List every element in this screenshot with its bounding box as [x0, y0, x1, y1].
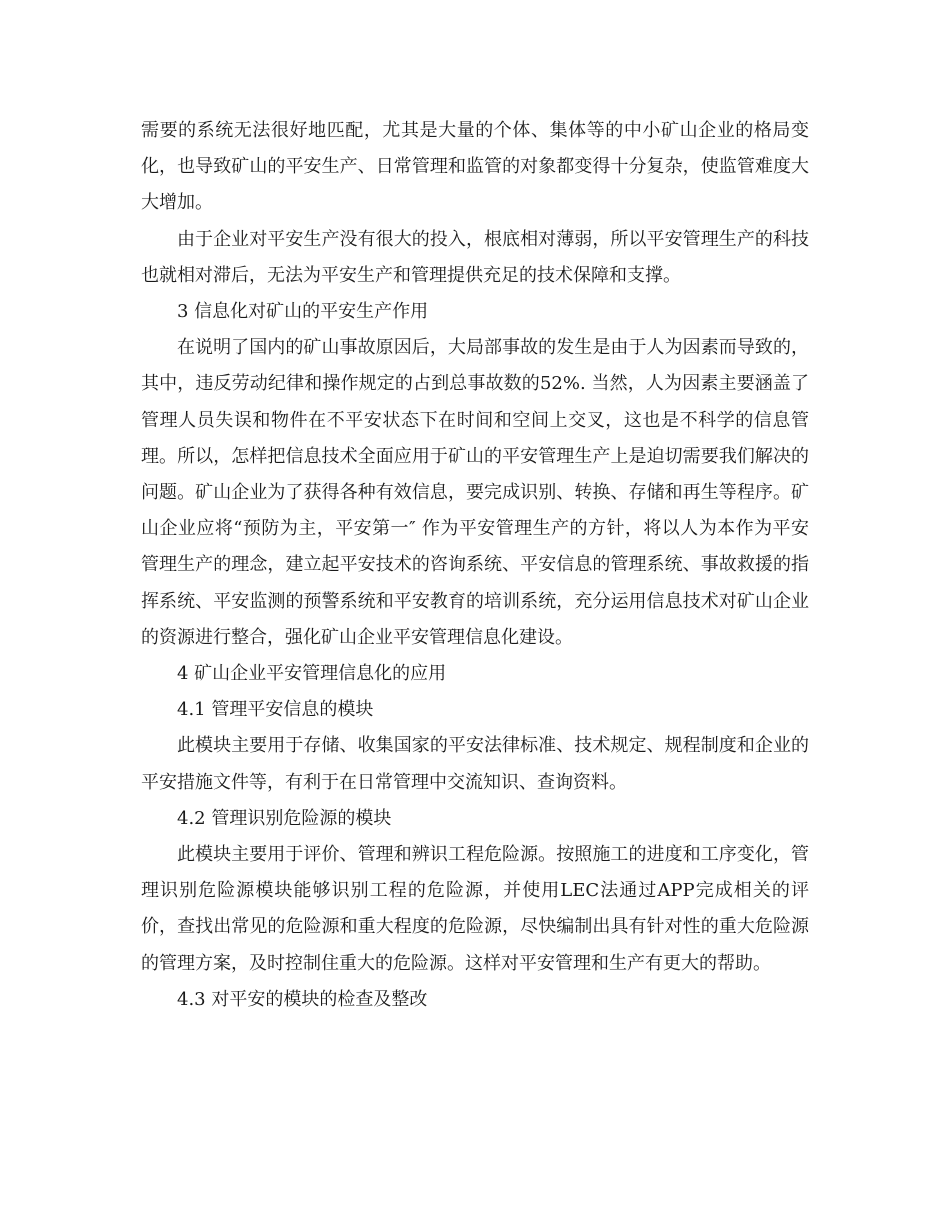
- paragraph-continued: 需要的系统无法很好地匹配，尤其是大量的个体、集体等的中小矿山企业的格局变化，也导致矿山的平安生产、日常管理和监管的对象都变得十分复杂，使监管难度大大增加。: [141, 120, 809, 214]
- paragraph: 此模块主要用于存储、收集国家的平安法律标准、技术规定、规程制度和企业的平安措施文件等，有利于在日常管理中交流知识、查询资料。: [141, 735, 809, 793]
- subsection-heading-4-1: 4.1 管理平安信息的模块: [177, 699, 374, 721]
- subsection-heading-4-2: 4.2 管理识别危险源的模块: [177, 807, 392, 829]
- subsection-heading-4-3: 4.3 对平安的模块的检查及整改: [177, 988, 428, 1010]
- section-heading-3: 3 信息化对矿山的平安生产作用: [177, 301, 429, 323]
- paragraph: 在说明了国内的矿山事故原因后，大局部事故的发生是由于人为因素而导致的，其中，违反劳动纪律和操作规定的占到总事故数的52%. 当然，人为因素主要涵盖了管理人员失误和物件在不平安状态下在时间和空间上交叉，这也是不科学的信息管理。所以，怎样把信息技术全面应用于矿山的平安管理生产上是迫切需要我们解决的问题。矿山企业为了获得各种有效信息，要完成识别、转换、存储和再生等程序。矿山企业应将“预防为主，平安第一″ 作为平安管理生产的方针，将以人为本作为平安管理生产的理念，建立起平安技术的咨询系统、平安信息的管理系统、事故救援的指挥系统、平安监测的预警系统和平安教育的培训系统，充分运用信息技术对矿山企业的资源进行整合，强化矿山企业平安管理信息化建设。: [141, 337, 809, 648]
- section-heading-4: 4 矿山企业平安管理信息化的应用: [177, 663, 447, 685]
- document-body: [141, 113, 809, 1018]
- paragraph: 由于企业对平安生产没有很大的投入，根底相对薄弱，所以平安管理生产的科技也就相对滞后，无法为平安生产和管理提供充足的技术保障和支撑。: [141, 228, 809, 286]
- paragraph: 此模块主要用于评价、管理和辨识工程危险源。按照施工的进度和工序变化，管理识别危险源模块能够识别工程的危险源，并使用LEC法通过APP完成相关的评价，查找出常见的危险源和重大程度的危险源，尽快编制出具有针对性的重大危险源的管理方案，及时控制住重大的危险源。这样对平安管理和生产有更大的帮助。: [141, 844, 809, 974]
